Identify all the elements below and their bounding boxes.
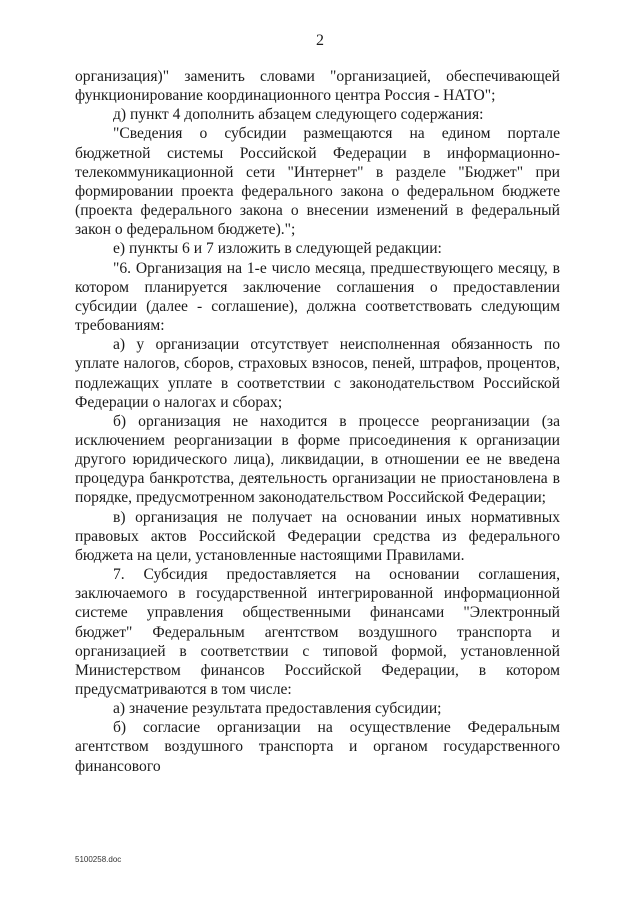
- paragraph: а) значение результата предоставления субсидии;: [113, 700, 442, 718]
- paragraph: "6. Организация на 1-е число месяца, предшествующего месяцу, в котором планируется заключение соглашения о предоставлении субсидии (далее - соглашение), должна соответствовать следующим требованиям:: [75, 259, 560, 335]
- document-body: [75, 67, 560, 776]
- paragraph: б) согласие организации на осуществление Федеральным агентством воздушного транспорта и органом государственного финансового: [75, 719, 560, 775]
- paragraph: д) пункт 4 дополнить абзацем следующего содержания:: [113, 106, 484, 124]
- paragraph: е) пункты 6 и 7 изложить в следующей редакции:: [113, 240, 442, 258]
- paragraph: 7. Субсидия предоставляется на основании соглашения, заключаемого в государственной интегрированной информационной системе управления общественными финансами "Электронный бюджет" Федеральным агентством воздушного транспорта и организацией в соответствии с типовой формой, установленной Министерством финансов Российской Федерации, в котором предусматриваются в том числе:: [75, 566, 560, 698]
- paragraph: б) организация не находится в процессе реорганизации (за исключением реорганизации в форме присоединения к организации другого юридического лица), ликвидации, в отношении ее не введена процедура банкротства, деятельность организации не приостановлена в порядке, предусмотренном законодательством Российской Федерации;: [75, 412, 560, 507]
- file-name-footer: 5100258.doc: [75, 855, 122, 864]
- paragraph: "Сведения о субсидии размещаются на едином портале бюджетной системы Российской Федерации в информационно-телекоммуникационной сети "Интернет" в разделе "Бюджет" при формировании проекта федерального закона о федеральном бюджете (проекта федерального закона о внесении изменений в федеральный закон о федеральном бюджете).";: [75, 125, 560, 239]
- paragraph: а) у организации отсутствует неисполненная обязанность по уплате налогов, сборов, страховых взносов, пеней, штрафов, процентов, подлежащих уплате в соответствии с законодательством Российской Федерации о налогах и сборах;: [75, 336, 560, 411]
- paragraph: организация)" заменить словами "организацией, обеспечивающей функционирование координационного центра Россия - НАТО";: [75, 68, 560, 105]
- paragraph: в) организация не получает на основании иных нормативных правовых актов Российской Федерации средства из федерального бюджета на цели, установленные настоящими Правилами.: [75, 508, 560, 564]
- page-number: 2: [316, 32, 324, 49]
